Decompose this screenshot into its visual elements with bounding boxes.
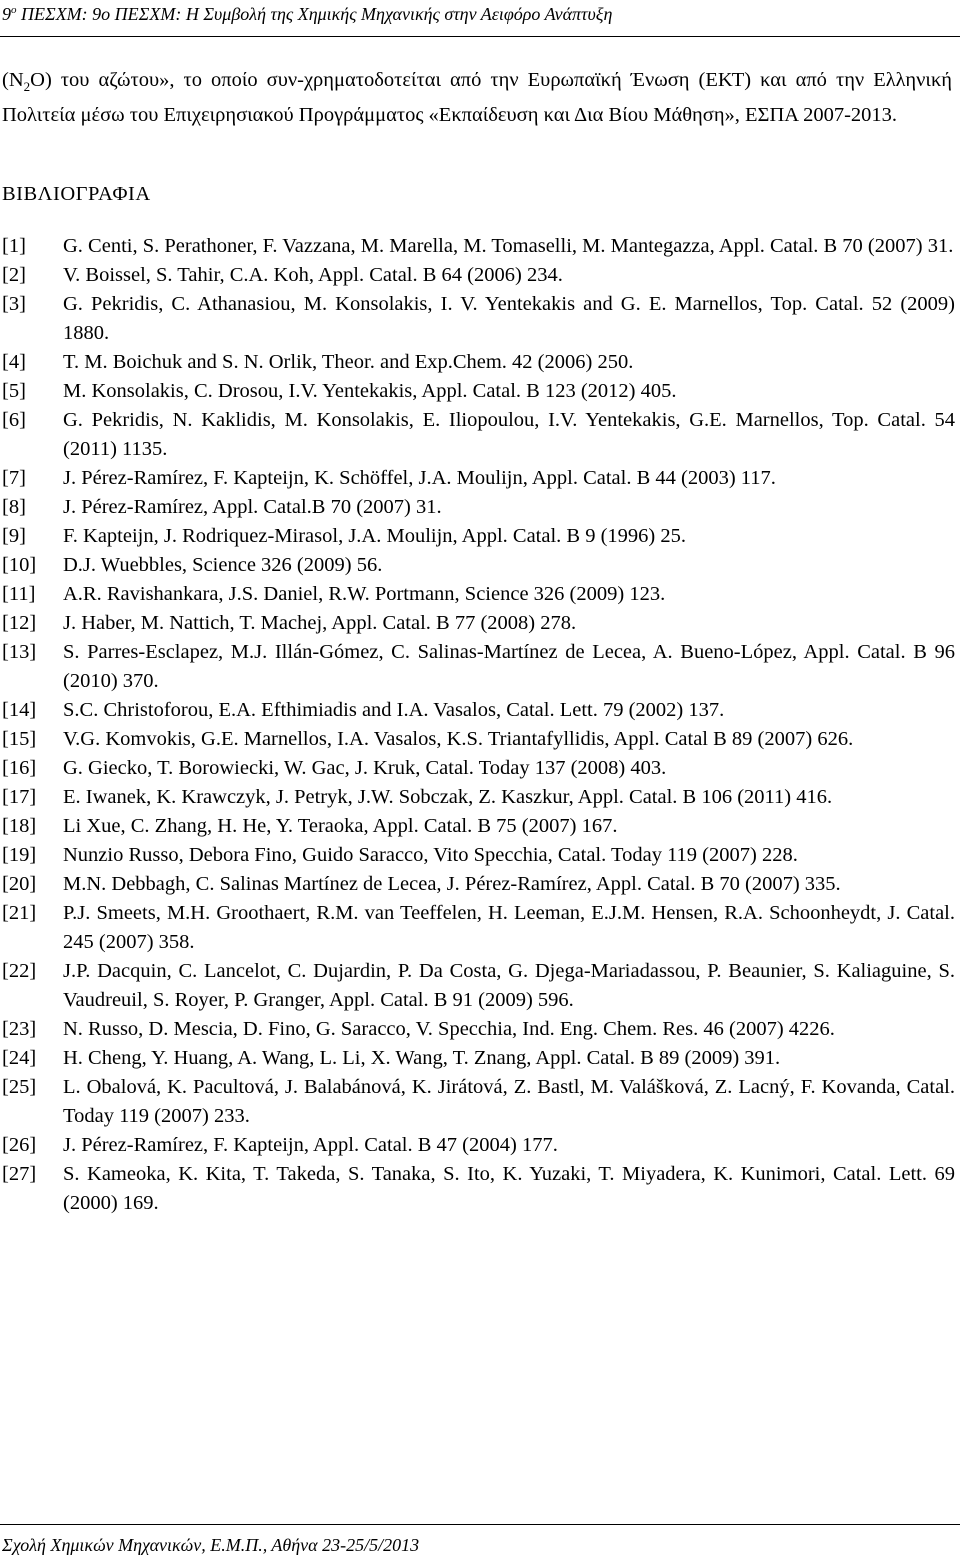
reference-text: S. Parres-Esclapez, M.J. Illán-Gómez, C. Salinas-Martínez de Lecea, A. Bueno-López, Appl. Catal. B 96 (2010) 370.	[63, 641, 955, 692]
reference-text: S.C. Christoforou, E.A. Efthimiadis and I.A. Vasalos, Catal. Lett. 79 (2002) 137.	[63, 699, 725, 721]
reference-number: [26]	[2, 1134, 37, 1156]
footer-rule	[0, 1524, 960, 1525]
intro-open: (N	[2, 69, 24, 91]
reference-item	[2, 609, 955, 638]
reference-text: V. Boissel, S. Tahir, C.A. Koh, Appl. Catal. B 64 (2006) 234.	[63, 264, 563, 286]
reference-item	[2, 1044, 955, 1073]
reference-item	[2, 783, 955, 812]
reference-number: [11]	[2, 583, 36, 605]
reference-item	[2, 348, 955, 377]
reference-number: [21]	[2, 902, 37, 924]
reference-item	[2, 290, 955, 348]
header-rule	[0, 36, 960, 37]
reference-item	[2, 1131, 955, 1160]
reference-item	[2, 812, 955, 841]
section-heading: ΒΙΒΛΙΟΓΡΑΦΙΑ	[2, 183, 151, 205]
reference-text: S. Kameoka, K. Kita, T. Takeda, S. Tanaka, S. Ito, K. Yuzaki, T. Miyadera, K. Kunimori, Catal. Lett. 69 (2000) 169.	[63, 1163, 955, 1214]
reference-number: [8]	[2, 496, 26, 518]
reference-text: A.R. Ravishankara, J.S. Daniel, R.W. Portmann, Science 326 (2009) 123.	[63, 583, 666, 605]
header-title: ΠΕΣΧΜ: 9ο ΠΕΣΧΜ: Η Συμβολή της Χημικής Μηχανικής στην Αειφόρο Ανάπτυξη	[16, 4, 613, 24]
reference-number: [3]	[2, 293, 26, 315]
running-footer: Σχολή Χημικών Μηχανικών, Ε.Μ.Π., Αθήνα 23-25/5/2013	[2, 1535, 420, 1555]
intro-subscript: 2	[23, 79, 31, 95]
reference-text: J. Pérez-Ramírez, Appl. Catal.B 70 (2007) 31.	[63, 496, 442, 518]
reference-text: F. Kapteijn, J. Rodriquez-Mirasol, J.A. Moulijn, Appl. Catal. B 9 (1996) 25.	[63, 525, 686, 547]
reference-text: J.P. Dacquin, C. Lancelot, C. Dujardin, P. Da Costa, G. Djega-Mariadassou, P. Beaunier, S. Kaliaguine, S. Vaudreuil, S. Royer, P. Granger, Appl. Catal. B 91 (2009) 596.	[63, 960, 955, 1011]
reference-text: M.N. Debbagh, C. Salinas Martínez de Lecea, J. Pérez-Ramírez, Appl. Catal. B 70 (2007) 335.	[63, 873, 841, 895]
reference-text: V.G. Komvokis, G.E. Marnellos, I.A. Vasalos, K.S. Triantafyllidis, Appl. Catal B 89 (2007) 626.	[63, 728, 854, 750]
reference-text: J. Pérez-Ramírez, F. Kapteijn, Appl. Catal. B 47 (2004) 177.	[63, 1134, 558, 1156]
header-superscript: ο	[11, 4, 17, 16]
reference-text: M. Konsolakis, C. Drosou, I.V. Yentekakis, Appl. Catal. B 123 (2012) 405.	[63, 380, 677, 402]
reference-number: [19]	[2, 844, 37, 866]
reference-number: [9]	[2, 525, 26, 547]
reference-number: [12]	[2, 612, 37, 634]
reference-text: G. Pekridis, N. Kaklidis, M. Konsolakis, E. Iliopoulou, I.V. Yentekakis, G.E. Marnellos, Top. Catal. 54 (2011) 1135.	[63, 409, 955, 460]
reference-item	[2, 464, 955, 493]
reference-number: [14]	[2, 699, 37, 721]
reference-number: [20]	[2, 873, 37, 895]
reference-number: [4]	[2, 351, 26, 373]
reference-list	[2, 232, 955, 1218]
reference-item	[2, 261, 955, 290]
reference-text: J. Pérez-Ramírez, F. Kapteijn, K. Schöffel, J.A. Moulijn, Appl. Catal. B 44 (2003) 117.	[63, 467, 776, 489]
reference-text: H. Cheng, Y. Huang, A. Wang, L. Li, X. Wang, T. Znang, Appl. Catal. B 89 (2009) 391.	[63, 1047, 781, 1069]
reference-number: [1]	[2, 235, 26, 257]
reference-text: N. Russo, D. Mescia, D. Fino, G. Saracco, V. Specchia, Ind. Eng. Chem. Res. 46 (2007) 4226.	[63, 1018, 835, 1040]
reference-number: [15]	[2, 728, 37, 750]
reference-item	[2, 1160, 955, 1218]
reference-text: P.J. Smeets, M.H. Groothaert, R.M. van Teeffelen, H. Leeman, E.J.M. Hensen, R.A. Schoonheydt, J. Catal. 245 (2007) 358.	[63, 902, 955, 953]
reference-number: [18]	[2, 815, 37, 837]
reference-item	[2, 638, 955, 696]
reference-number: [24]	[2, 1047, 37, 1069]
running-header	[2, 4, 612, 25]
reference-text: Li Xue, C. Zhang, H. He, Y. Teraoka, Appl. Catal. B 75 (2007) 167.	[63, 815, 618, 837]
reference-text: J. Haber, M. Nattich, T. Machej, Appl. Catal. B 77 (2008) 278.	[63, 612, 577, 634]
reference-item	[2, 522, 955, 551]
reference-text: G. Pekridis, C. Athanasiou, M. Konsolakis, I. V. Yentekakis and G. E. Marnellos, Top. Catal. 52 (2009) 1880.	[63, 293, 955, 344]
reference-number: [13]	[2, 641, 37, 663]
reference-item	[2, 1073, 955, 1131]
reference-item	[2, 1015, 955, 1044]
reference-number: [22]	[2, 960, 37, 982]
reference-item	[2, 551, 955, 580]
reference-number: [16]	[2, 757, 37, 779]
reference-item	[2, 754, 955, 783]
reference-item	[2, 725, 955, 754]
reference-item	[2, 377, 955, 406]
reference-item	[2, 232, 955, 261]
reference-text: G. Giecko, T. Borowiecki, W. Gac, J. Kruk, Catal. Today 137 (2008) 403.	[63, 757, 667, 779]
reference-number: [5]	[2, 380, 26, 402]
reference-text: Nunzio Russo, Debora Fino, Guido Saracco, Vito Specchia, Catal. Today 119 (2007) 228.	[63, 844, 798, 866]
reference-number: [25]	[2, 1076, 37, 1098]
reference-item	[2, 870, 955, 899]
reference-text: G. Centi, S. Perathoner, F. Vazzana, M. Marella, M. Tomaselli, M. Mantegazza, Appl. Catal. B 70 (2007) 31.	[63, 235, 954, 257]
intro-rest: O) του αζώτου», το οποίο συν-χρηματοδοτείται από την Ευρωπαϊκή Ένωση (ΕΚΤ) και από την Ελληνική Πολιτεία μέσω του Επιχειρησιακού Προγράμματος «Εκπαίδευση και Δια Βίου Μάθηση», ΕΣΠΑ 2007-2013.	[2, 69, 952, 127]
reference-item	[2, 493, 955, 522]
reference-number: [6]	[2, 409, 26, 431]
reference-text: E. Iwanek, K. Krawczyk, J. Petryk, J.W. Sobczak, Z. Kaszkur, Appl. Catal. B 106 (2011) 416.	[63, 786, 833, 808]
reference-number: [10]	[2, 554, 37, 576]
reference-item	[2, 899, 955, 957]
reference-item	[2, 696, 955, 725]
reference-number: [7]	[2, 467, 26, 489]
reference-item	[2, 580, 955, 609]
header-prefix: 9	[2, 4, 11, 24]
reference-number: [23]	[2, 1018, 37, 1040]
reference-item	[2, 957, 955, 1015]
reference-text: T. M. Boichuk and S. N. Orlik, Theor. and Exp.Chem. 42 (2006) 250.	[63, 351, 634, 373]
intro-paragraph	[2, 66, 952, 130]
reference-number: [27]	[2, 1163, 37, 1185]
reference-text: L. Obalová, K. Pacultová, J. Balabánová, K. Jirátová, Z. Bastl, M. Valášková, Z. Lacný, F. Kovanda, Catal. Today 119 (2007) 233.	[63, 1076, 955, 1127]
reference-item	[2, 406, 955, 464]
reference-text: D.J. Wuebbles, Science 326 (2009) 56.	[63, 554, 383, 576]
reference-item	[2, 841, 955, 870]
reference-number: [17]	[2, 786, 37, 808]
reference-number: [2]	[2, 264, 26, 286]
